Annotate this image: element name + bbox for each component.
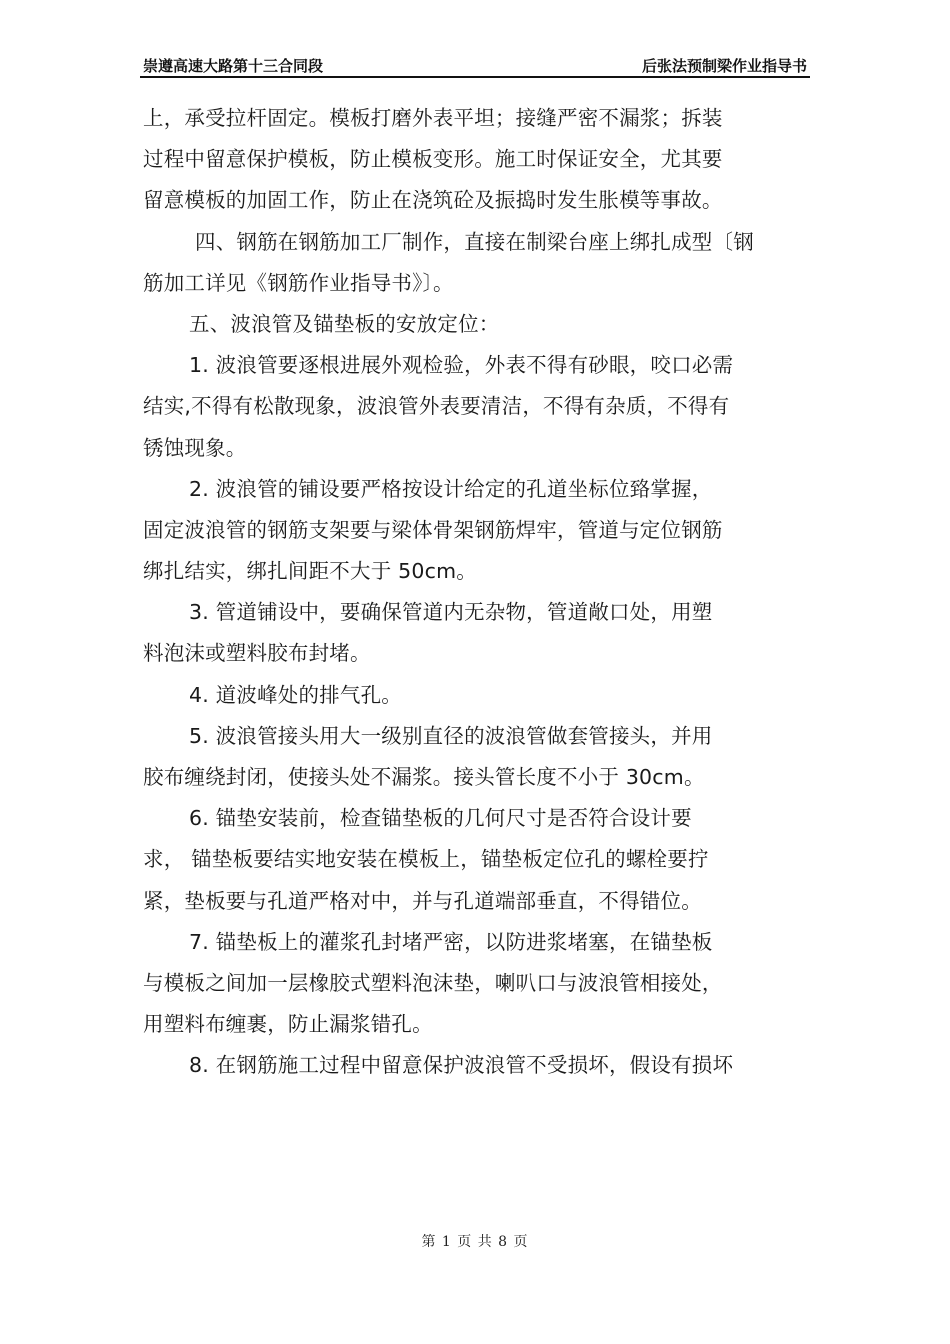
page-header: [140, 52, 810, 78]
text-line: 绑扎结实，绑扎间距不大于 50cm。: [143, 559, 477, 584]
text-line: 五、波浪管及锚垫板的安放定位：: [189, 311, 500, 336]
text-line: 3. 管道铺设中，要确保管道内无杂物，管道敞口处，用塑: [189, 600, 713, 625]
text-line: 锈蚀现象。: [143, 435, 247, 460]
text-line: 5. 波浪管接头用大一级别直径的波浪管做套管接头，并用: [189, 723, 713, 748]
text-line: 留意模板的加固工作，防止在浇筑砼及振捣时发生胀模等事故。: [143, 188, 723, 213]
text-line: 胶布缠绕封闭，使接头处不漏浆。接头管长度不小于 30cm。: [143, 765, 705, 789]
text-line: 1. 波浪管要逐根进展外观检验，外表不得有砂眼，咬口必需: [189, 353, 734, 378]
text-line: 过程中留意保护模板，防止模板变形。施工时保证安全，尤其要: [143, 147, 723, 172]
text-line: 7. 锚垫板上的灌浆孔封堵严密，以防进浆堵塞，在锚垫板: [189, 929, 713, 954]
text-line: 2. 波浪管的铺设要严格按设计给定的孔道坐标位臵掌握，: [189, 476, 713, 501]
text-line: 6. 锚垫安装前，检查锚垫板的几何尺寸是否符合设计要: [189, 806, 692, 831]
text-line: 四、钢筋在钢筋加工厂制作，直接在制梁台座上绑扎成型〔钢: [195, 229, 754, 254]
text-line: 结实,不得有松散现象，波浪管外表要清洁，不得有杂质，不得有: [143, 394, 730, 419]
page-number-footer: 第 1 页 共 8 页: [421, 1234, 529, 1250]
text-line: 筋加工详见《钢筋作业指导书》〕。: [143, 270, 454, 295]
header-document-title: 后张法预制梁作业指导书: [641, 57, 807, 75]
text-line: 料泡沫或塑料胶布封堵。: [143, 641, 371, 666]
text-line: 8. 在钢筋施工过程中留意保护波浪管不受损坏，假设有损坏: [189, 1053, 734, 1078]
text-line: 求， 锚垫板要结实地安装在模板上，锚垫板定位孔的螺栓要拧: [143, 847, 709, 872]
text-line: 上，承受拉杆固定。模板打磨外表平坦；接缝严密不漏浆；拆装: [143, 106, 723, 130]
text-line: 紧，垫板要与孔道严格对中，并与孔道端部垂直，不得错位。: [143, 888, 702, 913]
text-line: 4. 道波峰处的排气孔。: [189, 682, 402, 707]
header-project-name: 崇遵高速大路第十三合同段: [143, 57, 324, 75]
text-line: 用塑料布缠裹，防止漏浆错孔。: [143, 1012, 433, 1037]
document-body: [143, 98, 793, 1087]
text-line: 与模板之间加一层橡胶式塑料泡沫垫，喇叭口与波浪管相接处，: [143, 970, 723, 995]
text-line: 固定波浪管的钢筋支架要与梁体骨架钢筋焊牢，管道与定位钢筋: [143, 517, 723, 542]
